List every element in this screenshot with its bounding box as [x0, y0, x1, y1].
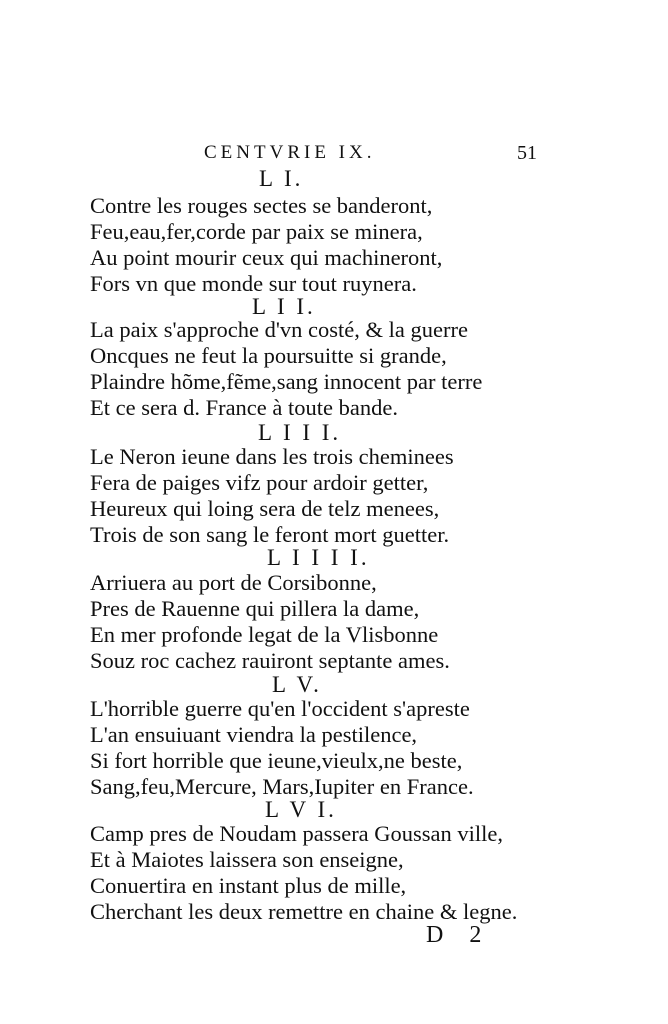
- quatrain-numeral: L I.: [259, 166, 304, 191]
- verse-line: Camp pres de Noudam passera Goussan ville,: [90, 821, 504, 846]
- verse-line: Conuertira en instant plus de mille,: [90, 873, 407, 898]
- verse-line: Pres de Rauenne qui pillera la dame,: [90, 596, 420, 621]
- verse-line: Arriuera au port de Corsibonne,: [90, 570, 377, 595]
- page-header: [0, 142, 668, 172]
- verse-line: Si fort horrible que ieune,vieulx,ne beste,: [90, 748, 463, 773]
- verse-line: Contre les rouges sectes se banderont,: [90, 193, 433, 218]
- running-title: CENTVRIE IX.: [204, 142, 376, 163]
- verse-line: Le Neron ieune dans les trois cheminees: [90, 444, 454, 469]
- verse-line: En mer profonde legat de la Vlisbonne: [90, 622, 439, 647]
- verse-line: Fera de paiges vifz pour ardoir getter,: [90, 470, 429, 495]
- page-number: 51: [517, 142, 537, 164]
- signature-mark: D 2: [426, 922, 492, 948]
- verse-line: Souz roc cachez rauiront septante ames.: [90, 648, 450, 673]
- quatrain-numeral: L I I I.: [258, 420, 342, 445]
- verse-line: Fors vn que monde sur tout ruynera.: [90, 271, 417, 296]
- verse-line: Trois de son sang le feront mort guetter.: [90, 522, 450, 547]
- verse-line: Et à Maiotes laissera son enseigne,: [90, 847, 404, 872]
- verse-line: Sang,feu,Mercure, Mars,Iupiter en France.: [90, 774, 474, 799]
- verse-line: Heureux qui loing sera de telz menees,: [90, 496, 440, 521]
- quatrain-numeral: L V.: [272, 672, 322, 697]
- verse-line: La paix s'approche d'vn costé, & la guerre: [90, 317, 468, 342]
- verse-line: Cherchant les deux remettre en chaine & legne.: [90, 899, 518, 924]
- quatrain-numeral: L I I I I.: [267, 545, 370, 570]
- verse-line: Plaindre hõme,fẽme,sang innocent par terre: [90, 369, 483, 394]
- verse-line: L'horrible guerre qu'en l'occident s'apreste: [90, 696, 470, 721]
- verse-line: Oncques ne feut la poursuitte si grande,: [90, 343, 447, 368]
- verse-line: Au point mourir ceux qui machineront,: [90, 245, 443, 270]
- verse-line: Et ce sera d. France à toute bande.: [90, 395, 398, 420]
- quatrain-numeral: L I I.: [252, 294, 316, 319]
- verse-line: Feu,eau,fer,corde par paix se minera,: [90, 219, 423, 244]
- quatrain-numeral: L V I.: [265, 797, 337, 822]
- verse-line: L'an ensuiuant viendra la pestilence,: [90, 722, 418, 747]
